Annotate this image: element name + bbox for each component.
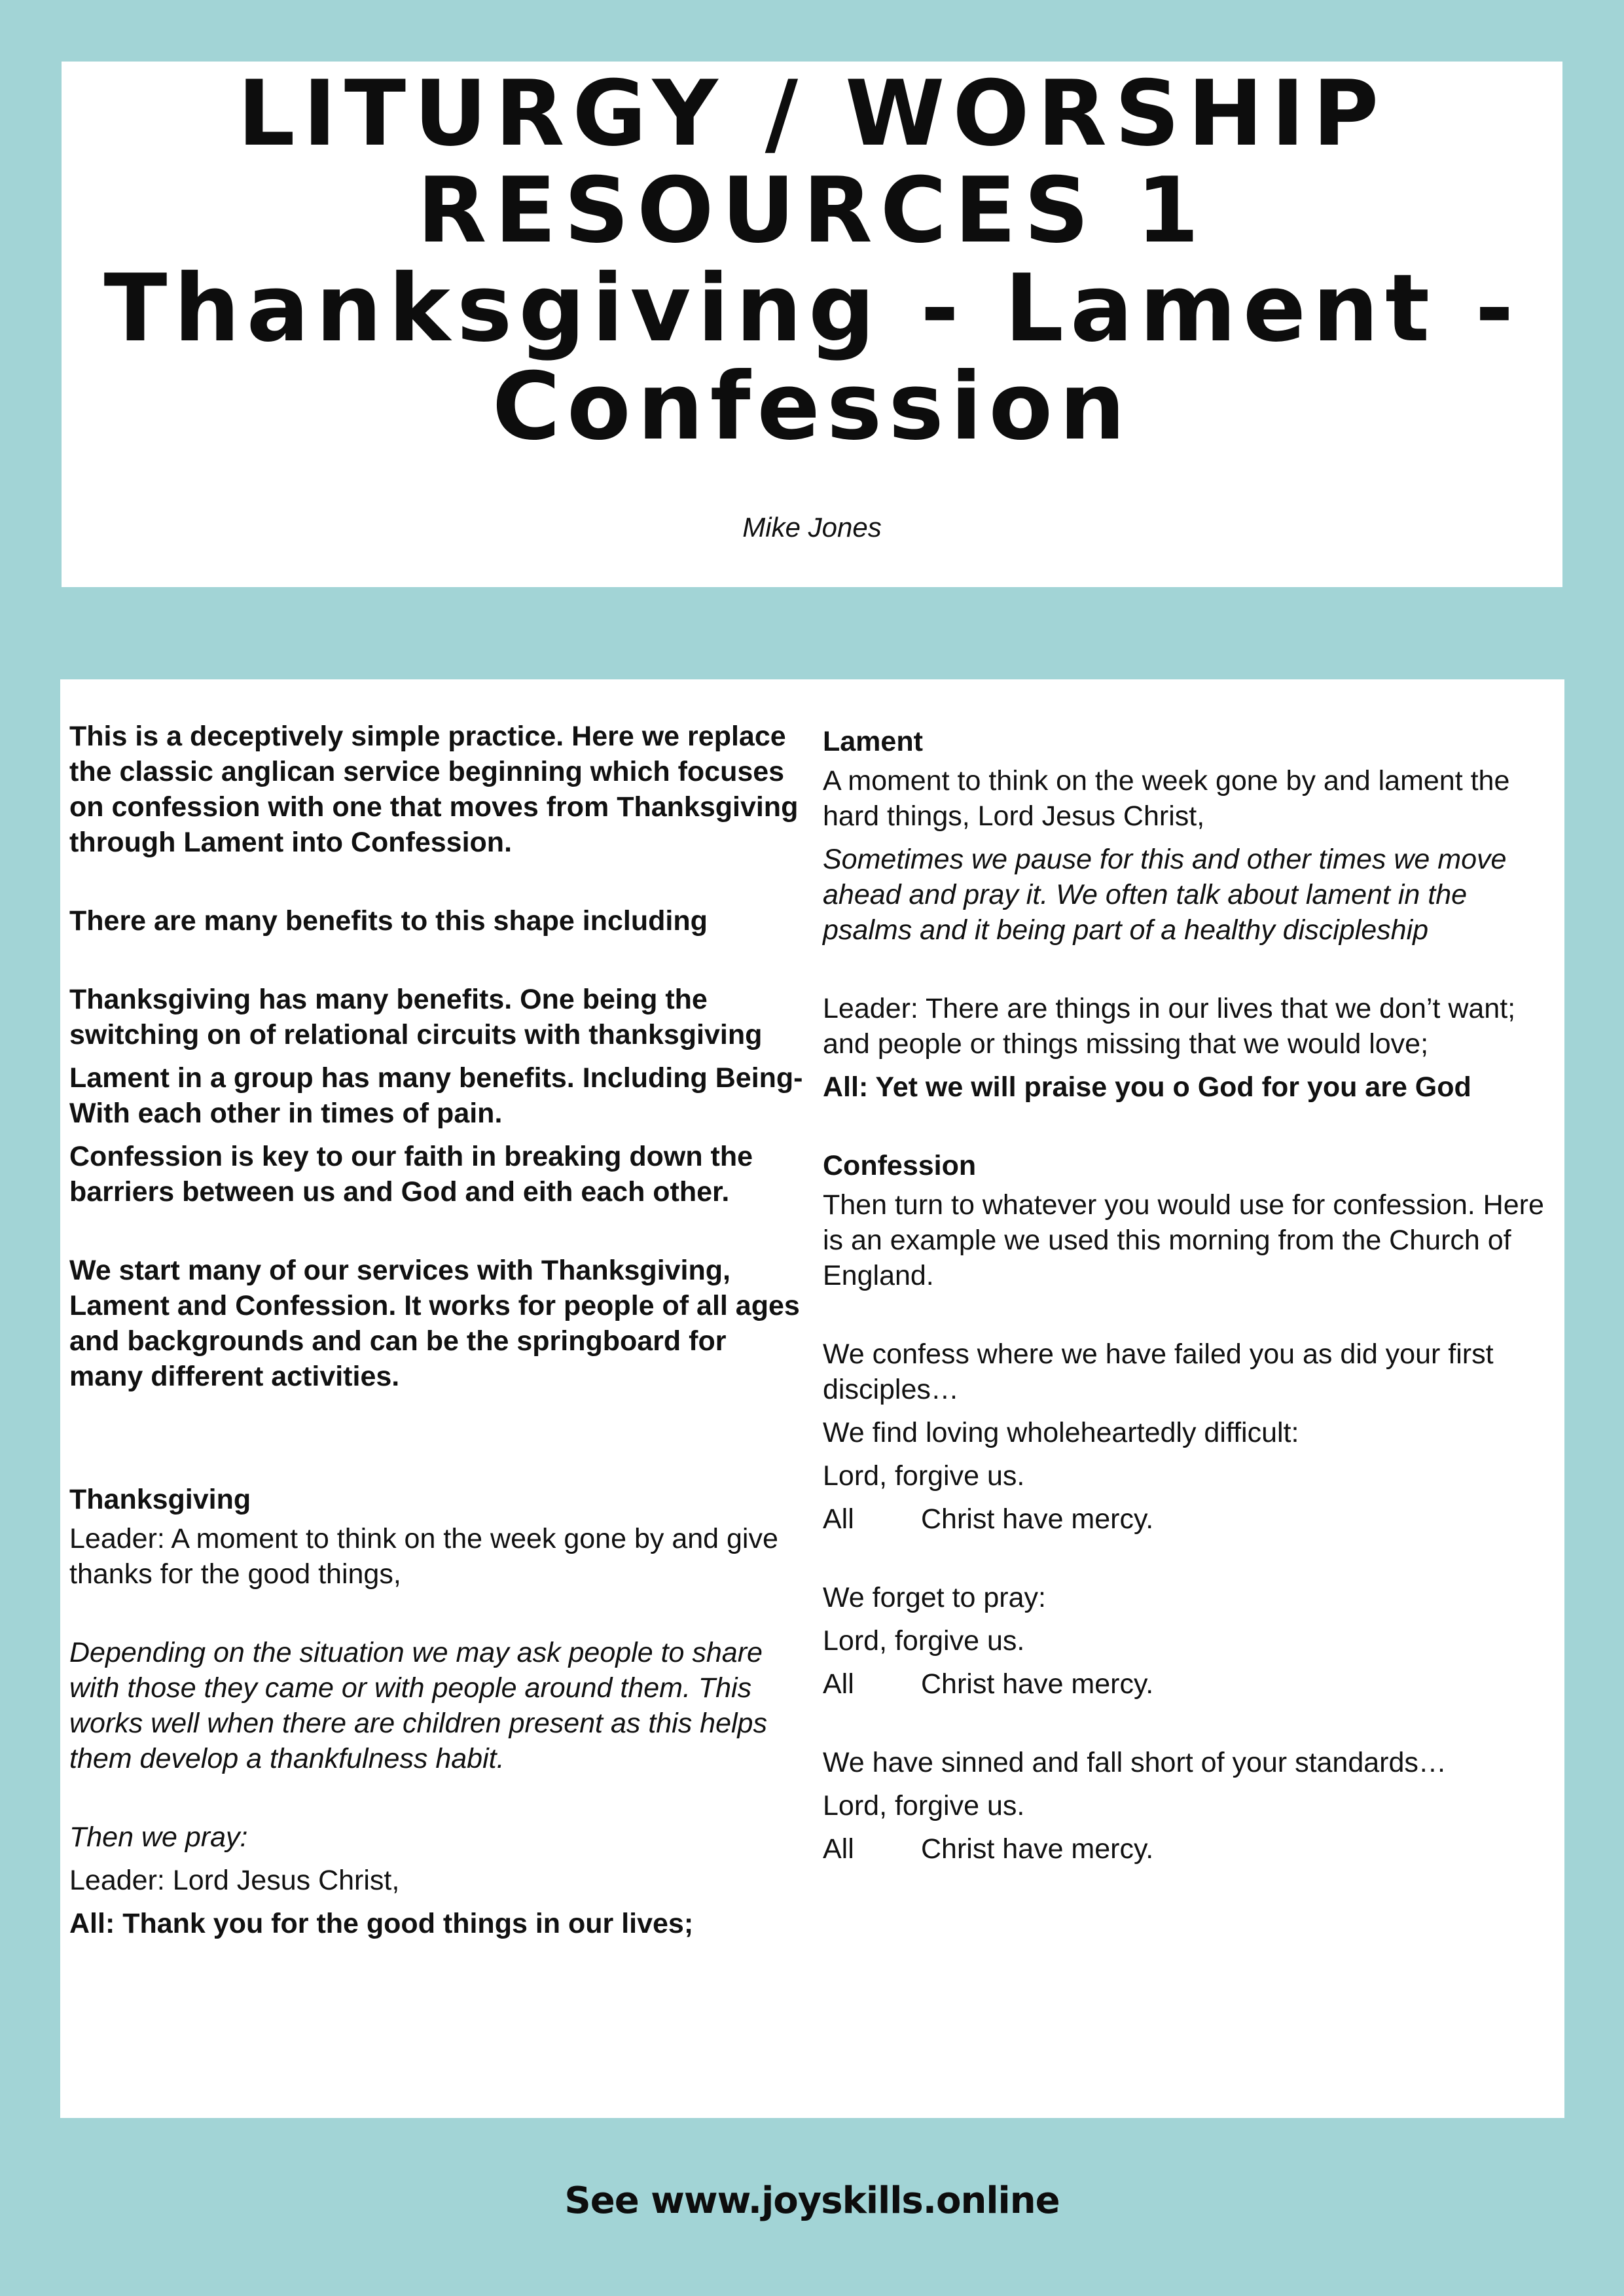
footer-link[interactable]: See www.joyskills.online — [564, 2179, 1060, 2222]
verse-3-forgive: Lord, forgive us. — [823, 1790, 1025, 1821]
verse-1-line: We find loving wholeheartedly difficult: — [823, 1417, 1299, 1448]
benefit-confession: Confession is key to our faith in breaking down the barriers between us and God and eith each other. — [69, 1141, 753, 1208]
author: Mike Jones — [742, 512, 882, 543]
verse-2-response-row — [823, 1666, 1556, 1702]
thanksgiving-note: Depending on the situation we may ask people to share with those they came or with people around them. This works well when there are children present as this helps them develop a thankfulness habit. — [69, 1637, 767, 1774]
verse-1-response-row — [823, 1501, 1556, 1537]
lament-text: A moment to think on the week gone by and lament the hard things, Lord Jesus Christ, — [823, 765, 1510, 832]
verse-3-all: All — [823, 1833, 854, 1865]
start-services-paragraph: We start many of our services with Thanksgiving, Lament and Confession. It works for people of all ages and backgrounds and can be the springboard for many different activities. — [69, 1255, 800, 1392]
verse-2-forgive: Lord, forgive us. — [823, 1625, 1025, 1657]
benefit-lament: Lament in a group has many benefits. Including Being-With each other in times of pain. — [69, 1062, 803, 1129]
verse-2-all: All — [823, 1668, 854, 1700]
verse-3-response: Christ have mercy. — [921, 1833, 1154, 1865]
confess-intro: We confess where we have failed you as did your first disciples… — [823, 1338, 1494, 1405]
benefit-thanksgiving: Thanksgiving has many benefits. One being the switching on of relational circuits with thanksgiving — [69, 984, 763, 1050]
verse-1-forgive: Lord, forgive us. — [823, 1460, 1025, 1492]
verse-2-line: We forget to pray: — [823, 1582, 1046, 1613]
lament-leader: Leader: There are things in our lives that we don’t want; and people or things missing that we would love; — [823, 993, 1516, 1060]
header-panel — [62, 62, 1562, 587]
title-line-2: RESOURCES 1 — [417, 158, 1207, 263]
verse-1-all: All — [823, 1503, 854, 1535]
intro-paragraph: This is a deceptively simple practice. Here we replace the classic anglican service beginning which focuses on confession with one that moves from Thanksgiving through Lament into Confession. — [69, 721, 799, 858]
title-line-4: Confession — [492, 353, 1132, 461]
confession-text: Then turn to whatever you would use for confession. Here is an example we used this morning from the Church of England. — [823, 1189, 1544, 1291]
leader-lord: Leader: Lord Jesus Christ, — [69, 1865, 400, 1896]
lament-note: Sometimes we pause for this and other times we move ahead and pray it. We often talk about lament in the psalms and it being part of a healthy discipleship — [823, 844, 1507, 946]
then-pray: Then we pray: — [69, 1821, 248, 1853]
title-line-3: Thanksgiving - Lament - — [103, 255, 1521, 363]
thanksgiving-heading: Thanksgiving — [69, 1484, 251, 1515]
benefits-lead: There are many benefits to this shape including — [69, 905, 708, 937]
thanksgiving-leader: Leader: A moment to think on the week gone by and give thanks for the good things, — [69, 1523, 778, 1590]
verse-3-response-row — [823, 1831, 1556, 1867]
content-panel — [60, 679, 1564, 2118]
right-column — [823, 724, 1556, 1867]
title-line-1: LITURGY / WORSHIP — [237, 61, 1387, 166]
left-column — [69, 719, 806, 1941]
verse-2-response: Christ have mercy. — [921, 1668, 1154, 1700]
verse-1-response: Christ have mercy. — [921, 1503, 1154, 1535]
verse-3-line: We have sinned and fall short of your standards… — [823, 1747, 1447, 1778]
all-thank-response: All: Thank you for the good things in our lives; — [69, 1908, 694, 1939]
confession-heading: Confession — [823, 1150, 977, 1181]
lament-heading: Lament — [823, 726, 923, 757]
lament-all-response: All: Yet we will praise you o God for you are God — [823, 1071, 1471, 1103]
